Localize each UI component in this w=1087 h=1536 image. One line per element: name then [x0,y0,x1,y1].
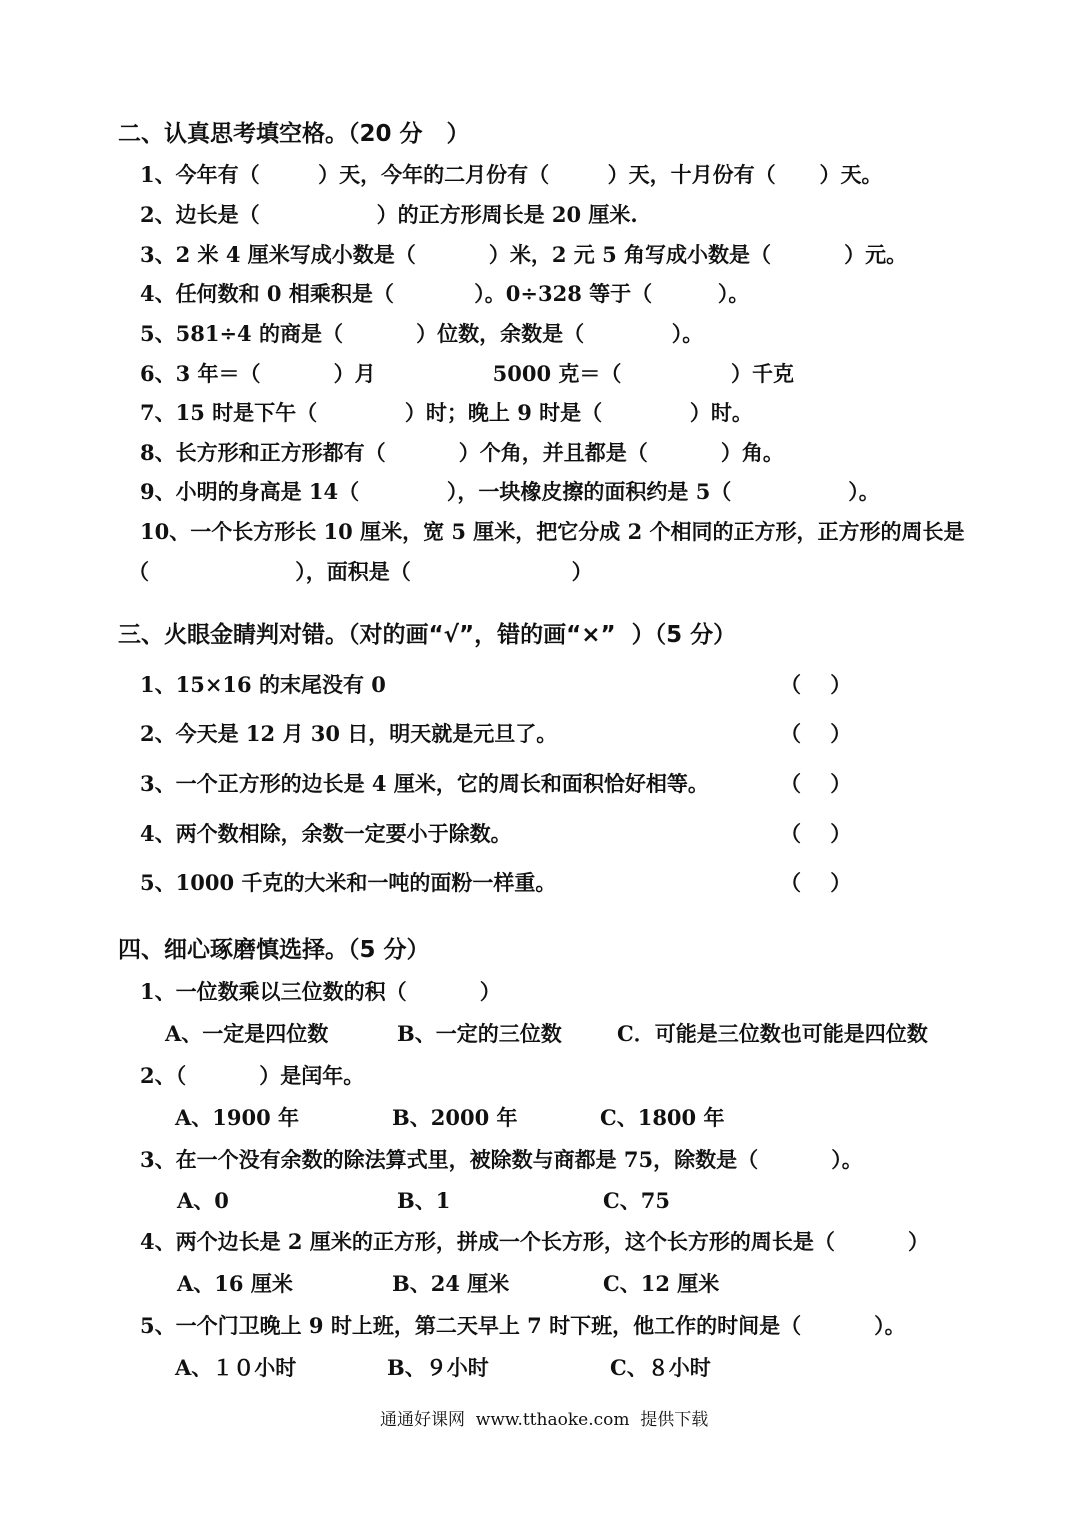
choice-4-option-b: B、24 厘米 [392,1271,510,1296]
choice-1-option-b: B、一定的三位数 [397,1021,562,1046]
fill-item-4: 4、任何数和 0 相乘积是（ ）。0÷328 等于（ ）。 [140,281,750,306]
fill-item-1: 1、今年有（ ）天，今年的二月份有（ ）天，十月份有（ ）天。 [140,162,883,187]
choice-1-option-a: A、一定是四位数 [165,1021,329,1046]
choice-2-option-a: A、1900 年 [175,1105,300,1130]
section2-heading: 二、认真思考填空格。（20 分 ） [118,121,470,147]
page-footer: 通通好课网 www.tthaoke.com 提供下载 [380,1410,709,1430]
choice-5-option-a: A、１０小时 [175,1355,297,1380]
fill-item-6: 6、3 年＝（ ）月 5000 克＝（ ）千克 [140,361,795,386]
judge-item-4: 4、两个数相除，余数一定要小于除数。 [140,821,512,846]
choice-5-option-c: C、８小时 [610,1355,711,1380]
choice-4-option-c: C、12 厘米 [603,1271,720,1296]
fill-item-10: 10、一个长方形长 10 厘米，宽 5 厘米，把它分成 2 个相同的正方形，正方形的周长是 [140,519,965,544]
choice-3-option-b: B、1 [397,1188,451,1213]
judge-item-5: 5、1000 千克的大米和一吨的面粉一样重。 [140,870,557,895]
fill-item-5: 5、581÷4 的商是（ ）位数，余数是（ ）。 [140,321,704,346]
choice-2-option-b: B、2000 年 [392,1105,518,1130]
fill-item-7: 7、15 时是下午（ ）时；晚上 9 时是（ ）时。 [140,400,753,425]
judge-item-2: 2、今天是 12 月 30 日，明天就是元旦了。 [140,721,558,746]
fill-item-2: 2、边长是（ ）的正方形周长是 20 厘米. [140,202,638,227]
judge-item-1: 1、15×16 的末尾没有 0 [140,672,386,697]
section3-heading: 三、火眼金睛判对错。（对的画“√”，错的画“×” ）（5 分） [118,622,737,648]
choice-question-4: 4、两个边长是 2 厘米的正方形，拼成一个长方形，这个长方形的周长是（ ） [140,1229,929,1254]
choice-4-option-a: A、16 厘米 [177,1271,293,1296]
judge-blank-1: （ ） [780,672,852,697]
judge-blank-4: （ ） [780,821,852,846]
section4-heading: 四、细心琢磨慎选择。（5 分） [118,937,430,963]
choice-3-option-a: A、0 [177,1188,229,1213]
choice-3-option-c: C、75 [603,1188,670,1213]
fill-item-9: 9、小明的身高是 14（ ），一块橡皮擦的面积约是 5（ ）。 [140,479,880,504]
judge-blank-5: （ ） [780,870,852,895]
choice-question-2: 2、（ ）是闰年。 [140,1063,365,1088]
judge-blank-2: （ ） [780,721,852,746]
choice-question-5: 5、一个门卫晚上 9 时上班，第二天早上 7 时下班，他工作的时间是（ ）。 [140,1313,906,1338]
choice-1-option-c: C．可能是三位数也可能是四位数 [617,1021,928,1046]
judge-item-3: 3、一个正方形的边长是 4 厘米，它的周长和面积恰好相等。 [140,771,709,796]
choice-5-option-b: B、９小时 [387,1355,489,1380]
fill-item-3: 3、2 米 4 厘米写成小数是（ ）米，2 元 5 角写成小数是（ ）元。 [140,242,908,267]
fill-item-10-cont: （ ），面积是（ ） [128,559,593,584]
choice-question-1: 1、一位数乘以三位数的积（ ） [140,979,501,1004]
fill-item-8: 8、长方形和正方形都有（ ）个角，并且都是（ ）角。 [140,440,784,465]
choice-2-option-c: C、1800 年 [600,1105,725,1130]
choice-question-3: 3、在一个没有余数的除法算式里，被除数与商都是 75，除数是（ ）。 [140,1147,863,1172]
judge-blank-3: （ ） [780,771,852,796]
